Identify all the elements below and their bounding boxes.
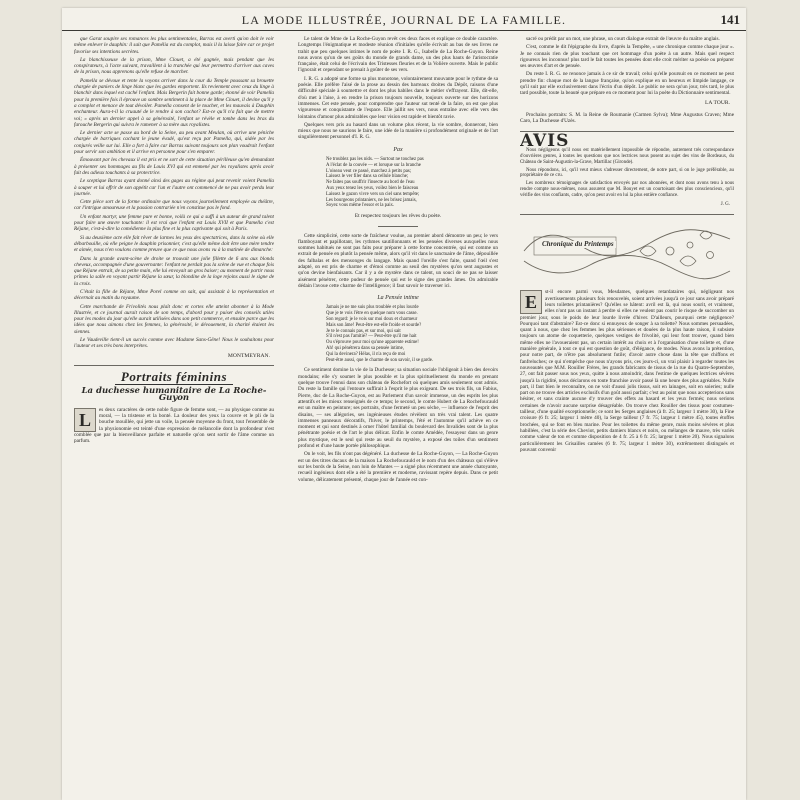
poem-line: Ah! qui pénétrera dans sa pensée intime, [326, 346, 404, 352]
paragraph: Émouvant par les chevaux il est pris et ne sort de cette situation périlleuse qu'en demandant à présenter ses hommages au fils de Louis XVI qui est emmené par les royalistes après avoir fait des adieux touchants à sa protectrice. [74, 157, 274, 176]
poem-line: Laissez le gazon vivre vers un ciel sans tempête; [326, 191, 420, 197]
section-title-text: Portraits féminins [115, 369, 233, 385]
journal-title: LA MODE ILLUSTRÉE, JOURNAL DE LA FAMILLE. [241, 13, 567, 27]
poem-note: Et respectez toujours les rêves du poète. [354, 213, 442, 220]
paragraph: Nous répondons, ici, qu'il veut mieux s'adresser directement, de notre part, si on le juge préférable, au propriétaire de ce cru. [520, 167, 734, 179]
poem-line: Ne faites pas souffrir l'insecte au bord de l'eau [326, 180, 415, 186]
paragraph: La blanchisseuse de la prison, Mme Clouet, a été gagnée, mais pendant que les conspirateurs, à l'acte suivant, travaillent à la tranchée qui leur permettra d'arriver aux caves de la prison, nous apprenons qu'elle refuse de marcher. [74, 56, 274, 76]
paragraph: Ce sentiment domine la vie de la Duchesse; sa situation sociale l'obligeait à bien des devoirs mondains; elle s'y soumet le plus possible et la plus spirituellement du monde en prenant quelque trouve l'ennui dans son château de Rochefort où quelques amis seulement sont admis. Du reste la famille qui l'entoure suffirait à l'esprit le plus exigeant. De ses trois fils, un Fabius, Pierre, duc de La Roche-Guyon, est au Parlement d'un savoir immense, un des esprits les plus attentifs et les mieux renseignés de ce temps; le second, le comte Hubert de La Rochefoucauld est un maître en peinture; ses portraits, d'une fermeté un peu sèche, — influence de l'esprit des disains, — ses allégories, ses ingénieuses études révèlent un très vrai talent. Les quatre immenses panneaux décoratifs, l'hiver, le printemps, l'été et l'automne qu'il achève en ce moment et qui sont destinés à orner l'hôtel familial du boulevard des Invalides sont de la plus pénétrante poésie et de l'art le plus délicat. Enfin le comte Amédée, l'essayeur dans un genre plus mystique, est le seul qui reste au seuil du mystère, a exposé des toiles d'un sentiment profond et d'une haute portée philosophique. [298, 367, 498, 450]
poem-line: A l'éclat de la couvée — et lorsque sur la branche [326, 162, 421, 168]
divider [74, 365, 274, 366]
paragraph: C'était la fille de Réjane, Mme Porel comme on sait, qui assistait à la représentation et décernait au matin du royaume. [74, 288, 274, 302]
poem-line: Laissez le ver filer dans sa cellule blanche; [326, 174, 409, 180]
page-header [62, 10, 746, 31]
article-subtitle: La duchesse humanitaire de La Roche-Guyon [81, 386, 267, 403]
chronique-title: Chronique du Printemps [542, 240, 614, 249]
paragraph: Quelques vers pris au hasard dans un volume plus récent, la vie sombre, donneront, bien mieux que nous ne saurions le faire, une idée de la manière si profondément originale et de l'art singulièrement personnel d'I. R. G. [298, 121, 498, 141]
paragraph: Cette marchande de Frivolités nous plaît donc et cortes elle atteint abonner à la Mode Illustrée, et ce journal aurait raison de son temps, d'abord pour y puiser des conseils utiles pour les modes du jour qu'elle aurait utilisées dans son petit commerce, et ensuite parce que les idées que nous aimons chez les femmes, la générosité, le dévouement, la charité étaient les siennes. [74, 303, 274, 335]
poem-line: Ne troublez pas les nids. — Surtout ne touchez pas [326, 157, 424, 163]
paragraph: Dans la grande avant-scène de droite se trouvait une jolie fillette de 6 ans aux blonds cheveux, accompagnée d'une gouvernante: l'enfant ne perdait pas la scène de vue et chaque fois que Réjane entrait, de sa petite main, elle lui envoyait un gros baiser; au moment de partir nous prîmes la salle en voyant partir Réjane la sœur, la blondine de la loge rejoins aussi le signe de la croix. [74, 255, 274, 287]
paragraph: Le sceptique Barras ayant donné ainsi des gages au régime qui peut revenir voient Pamella à souper et lui offrir de son appétit car l'un et l'autre ont commencé de ne pas avoir perdu leur journée. [74, 178, 274, 197]
poem-line: Je te le connais pas, et sur moi, qui sait [326, 328, 401, 334]
poem-line: Soyez vous même l'essor et la paix. [326, 203, 395, 209]
paragraph: Pamella se dévoue et tente la voyons arriver dans la cour du Temple poussant sa brouette chargée de paniers de linge blanc que les gardes emportent. Ils reviennent avec ceux du linge à blanchir dans lequel est caché l'enfant. Mais Bergerin fait bonne garde; étonné de voir Pamella pour la première fois il éprouve un sombre sentiment à la place de Mme Clouet, il devine qu'il y a complot et menace de tout dévoiler. Pamella consent de le toucher, et les mauvais à Dauphin enchanteur. Aura-t-il la cruauté de le rendre à son cachot? Est-ce qu'il n'a fait que de mettre voi; « après un dernier appel à sa générosité, l'enfant se révèle et tombe dans les bras du farouche Bergerin qui suivra le ramener à sa mère aux royalistes. [74, 77, 274, 128]
avis-notice [520, 148, 734, 199]
short-rule [378, 226, 418, 227]
signature-montmeyran: MONTMEYRAN. [227, 352, 270, 359]
section-title [74, 368, 274, 384]
column-middle [298, 36, 498, 798]
poem-pax [326, 157, 498, 209]
poem-line: Ou s'éprouve pour moi qu'une apparente estime! [326, 340, 419, 346]
poem-line: Qui la devinera? Hélas, il n'a reçu de moi [326, 351, 406, 357]
column-right [520, 36, 734, 798]
chronique-article [520, 289, 734, 453]
paragraph: On le voit, les fils n'ont pas dégénéré. La duchesse de La Roche-Guyon, — La Roche-Guyon est un des titres ducaux de la maison La Rochefoucauld et le nom d'un des châteaux qui s'élève sur les bords de la Seine, non loin de Mantes — a signé plus récemment une année chatoyante, recueil ingénieux dont elle a été la première et moderne, ravissant repère depuis. Dans ce petit volume, délicatement présenté, chaque jour de l'année est con- [298, 451, 498, 483]
page-number: 141 [720, 12, 740, 27]
poem-line: Les bourgeons printaniers, ne les brisez jamais, [326, 197, 417, 203]
dropcap-letter: L [74, 408, 96, 432]
poem-line: L'oiseau veut ce passé, marchez à petits pas; [326, 168, 412, 174]
paragraph: st-il encore parmi vous, Mesdames, quelques retardataires qui, négligeant nos avertissements plusieurs fois renouvelés, soient arrivées jusqu'à ce jour sans avoir préparé leurs toilettes printanières? Qu'elles se hâtent: avril est là, qui nous sourit, et vraiment, elles n'ont pas un instant à perdre si elles ne veulent pas courir le risque de succomber un premier jour, sous le poids de leur lourde livrée d'hiver. D'ailleurs, pourquoi cette négligence? Pourquoi tant d'abstraire? Est-ce donc si ennuyeux de songer à sa toilette? Nous sommes persuadées, quant à nous, que chez les femmes les plus sérieuses et douées de la plus haute raison, il subsiste toujours un atome de coquetterie, quelques vestiges de frivolité, qui leur font trouver, quand bien même elles ne l'avoueraient pas, un certain intérêt au choix et à l'organisation d'une toilette et, d'une manière générale, à tout ce qui est question de goût, d'élégance, de modes. Nous avons la prétention, pour notre part, de n'être pas absolument futile; d'avoir autre chose dans la tête que chiffons et fanfreluches; ce qui n'empêche que nous n'ayons pris, ces jours-ci, un vrai plaisir à regarder toutes les nouveautés que M.M. Rouiller Frères, les grands fabricants de tissus de la rue du Quatre-Septembre, 27, ont fait passer sous nos yeux, quitte à nous amoindrir, dans l'estime de quelques lectrices sévères jusqu'à la rigidité, nous déclarons en toute franchise avoir passé là une heure des plus agréables. Nulle part, il faut bien le reconnaître, on ne voit d'aussi jolis tissus, soit en lainages, soit en soieries; nulle part on ne trouve des articles exclusifs d'un goût aussi parfait; c'est au point que nous accepterions sans hésiter, et sans crainte aucune d'y trouver des effets au hasard et les yeux fermés; nous serions certaines de n'avoir aucune surprise désagréable. On trouve chez Rouiller des tissus pour costumes-tailleur, d'une qualité exceptionnelle; ce sont les Serges anglaises (à fr. 25; largeur 1 mètre 30), la Fine croisure (6 fr. 25; largeur 1 mètre 40), la Serge tailleur (7 fr. 75; largeur 1 mètre 45), toutes étoffes brochées, qui se font en bleu marine. Pour les toilettes du même genre, mais moins sévères et plus habillées, c'est la série des Cheviot, petits damiers blancs et noirs, ou mélanges de mauve, très variés comme valeur de ton et comme disposition de 4 fr. 25 à 6 fr. 25; largeur 1 mètre 20). Nous signalons particulièrement les Grisailles camées (6 fr. 75; largeur 1 mètre 30), extrêmement distingués et pouvant convenir [520, 289, 734, 453]
poem-title: Pax [393, 146, 403, 153]
poem-line: Mais son âme! Peut-être est-elle froide et sourde? [326, 322, 422, 328]
paragraph: C'est, comme le dit l'épigraphe du livre, d'après la Tempête, « une chronique comme chaque jour ». Je ne connais rien de plus touchant que cet hommage d'un poète à un autre. Mais quel respect rigoureux les inconnus! plus tard le fait toutes les pensées dont elle croit mériter sa poésie ou préparer ses œuvres d'art et de pensée. [520, 44, 734, 70]
paragraph: que Garat soupire ses romances les plus sentimentales, Barras est averti qu'on doit le voir même enlever le dauphin: il sait que Pamélia est du complot, mais il la laisse faire car ce projet favorise ses intentions secrètes. [74, 36, 274, 55]
avis-heading: AVIS [520, 130, 570, 151]
theatre-review [74, 36, 274, 350]
floral-ornament-icon [520, 221, 734, 285]
column-left [74, 36, 274, 798]
paragraph: I. R. G. a adopté une forme sa plus monotone, volontairement mouvante pour le rythme de sa poésie. Elle préfère l'aisé de la prose au dessin des barreaux droites du Dépôt, raisons d'une difficulté spéciale à soumettre et dont les plus habiles dans le métier s'effrayent. Elle, dit-elle, d'où met à l'aise, à en rendre la prison toujours nouvelle, toujours ouverte sur des horizons immenses. Cet este pensée, pour comprendre que l'auteur sut tenté de la faire, on est que plus vigoureuse et conquistante de l'espace. Elle jaillit ses vers, nous entraîne avec elle vers des lointains d'amour plus admirables que leur vision est rapide et bientôt ravie. [298, 75, 498, 120]
poem-line: Peut-être aussi, que le charme de son savoir, il se garde. [326, 357, 434, 363]
paragraph: Le talent de Mme de La Roche-Guyon revêt ces deux faces et explique ce double caractère. Longtemps l'énigmatique et modeste réunion d'initiales qu'elle écrivait au bas de ses livres ne trahit que peu quelques intimes le nom de poète I. R. G., Isabelle de La Roche-Guyon. Reine nous avons qu'un de ses goûts du monde de grands dame, un des plus hauts de l'aristocratie française, était celui de l'écrivain des Tristesses fleuries et de la Volière ouverte. Mais le public l'ignorait et cependant se prenait à goûter de ses vers. [298, 36, 498, 74]
paragraph: Le Vaudeville tient-il un succès comme avec Madame Sans-Gêne! Nous le souhaitons pour l'auteur et ses très bons interprètes. [74, 337, 274, 350]
paragraph: Si au deuxième acte elle fait rêver de larmes les yeux des spectatrices, dans la scène où elle débarbouille, où elle peigne le dauphin prisonnier, c'est qu'elle même doit être une mère tendre et aimée, nous n'en voulons comme preuve que ce que nous avons vu à la matinée de dimanche: [74, 234, 274, 254]
paragraph: Un enfant martyr, une femme pure et bonne, voilà ce qui a suffi à un auteur de grand talent pour faire une œuvre touchante: il est vrai que l'enfant est Louis XVII et que Pamella c'est Réjane, c'est-à-dire la comédienne la plus fine et la plus captivante qui soit à Paris. [74, 213, 274, 233]
poem-line: Son regard: je le vois sur moi doux et charmeur [326, 317, 418, 323]
divider [520, 214, 734, 215]
paragraph: Le dernier acte se passe au bord de la Seine, au peu avant Meulan, où arrive une péniche chargée de barriques cachant le jeune évadé, qu'est reçu par Pamella, qui, aidée par les conjurés veille sur lui. Elle a fort à faire car Barras suivant toujours son plan voudrait l'enfant pour servir son ambition et il arrive en personne pour s'en emparer. [74, 130, 274, 156]
paragraph: es deux caractères de cette noble figure de femme sont, — au physique comme au moral, — la tristesse et la bonté. La douleur des yeux la couvre et le pli de la bouche mouillée, qui jette un voile, la pensée moyenne du front, tout l'ensemble de la physionomie est teinté d'une expression de mélancolie dont la profondeur n'est comblée que par la bienveillance parfaite et naturelle qu'on sent sortir de l'âme comme un parfum. [74, 406, 274, 445]
newspaper-page [62, 8, 746, 800]
poem-pensee-intime [326, 305, 498, 363]
poem-title: La Pensée intime [377, 295, 419, 302]
signature-latour: LA TOUR. [705, 99, 730, 106]
paragraph: Du reste I. R. G. ne renonce jamais à ce sir de travail; celui qu'elle poursuit en ce moment ne peut prendre fin: chaque mot de la langue française, qu'on explique en un heureux et limpide langage, ce qu'il suit par elle exclusivement dans l'écrin d'un dépôt. Le public ne sera qu'un jour, très tard, le plus tard possible, toute la beauté que prépare en ce moment pour lui la poète du Dictionnaire sentimental. [520, 71, 734, 97]
paragraph: Cette pièce sort de la forme ordinaire que nous voyons journellement employée au théâtre, car l'intrigue amoureuse et la passion contrariée n'en constitue pas le fond. [74, 199, 274, 212]
poem-line: Que je te vois l'être en quelque nom vous casse. [326, 311, 418, 317]
chronique-banner [520, 221, 734, 285]
poem-line: Aux yeux tenez les yeux, voilez bien le faisceau [326, 186, 419, 192]
dropcap-letter: E [520, 290, 542, 314]
paragraph: sacré ou prédit par un mot, une phrase, un court dialogue extrait de l'œuvre du maître anglais. [526, 36, 720, 42]
paragraph: Nous négligeons qu'il nous est matériellement impossible de répondre, autrement très correspondance d'ouvrières genres, à toutes les questions que nos lectrices nous posent au sujet des vins de Bordeaux, du Château de Saint-Augustin-la-Grave, Martillac (Gironde). [520, 147, 734, 165]
poem-line: S'il n'est pas l'amitié? — Peut-être qu'il me hait [326, 334, 417, 340]
paragraph: Cette simplicité, cette sorte de fraîcheur voulue, au premier abord démontre un peu; le vers flamboyant et papillotant, les rythmes sautillonnants et les pensées diverses auxquelles nous sommes habitués ne sont pas faits pour préparer à cette forme concentrée, qui est comme un extrait de pensée en plutôt la pensée même, alors qu'il vit dans le sanctuaire de l'âme, dépouillée des falbalas et des mensonges du langage. Mais quand l'oreille s'est faite, quand l'œil s'est adapté, on est pris de charme et d'émoi comme au seuil des mystères qu'on sent augustes et qu'on devine bienfaisants. Car il y a de mystère dans ce talent, un souci de ne pas se laisser aisément pénétrer, cette pudeur de pensée qui est le signe des grandes âmes. On admirable dédain l'avoue cette charme de l'intelligence; il faut savoir le traverser ici. [298, 232, 498, 289]
poem-line: Jamais je ne me suis plus troublée et plus lourde [326, 305, 419, 311]
signature-jg: J. G. [720, 202, 730, 208]
next-portraits-note: Prochains portraits: S. M. la Reine de Roumanie (Carmen Sylva); Mme Augustus Craven; Mme Caro, La Duchesse d'Uzès. [520, 111, 734, 125]
paragraph: Les nombreux témoignages de satisfaction envoyés par nos abonnées, et dont nous avons tenu à nous rendre compte nous-mêmes, nous assurent que M. Bouyet est un courtoisant des plus consciencieux, qu'il vérifie des vins confiants, cadre, qu'on peut avoir en lui la plus entière confiance. [520, 181, 734, 199]
portrait-article [74, 407, 274, 445]
